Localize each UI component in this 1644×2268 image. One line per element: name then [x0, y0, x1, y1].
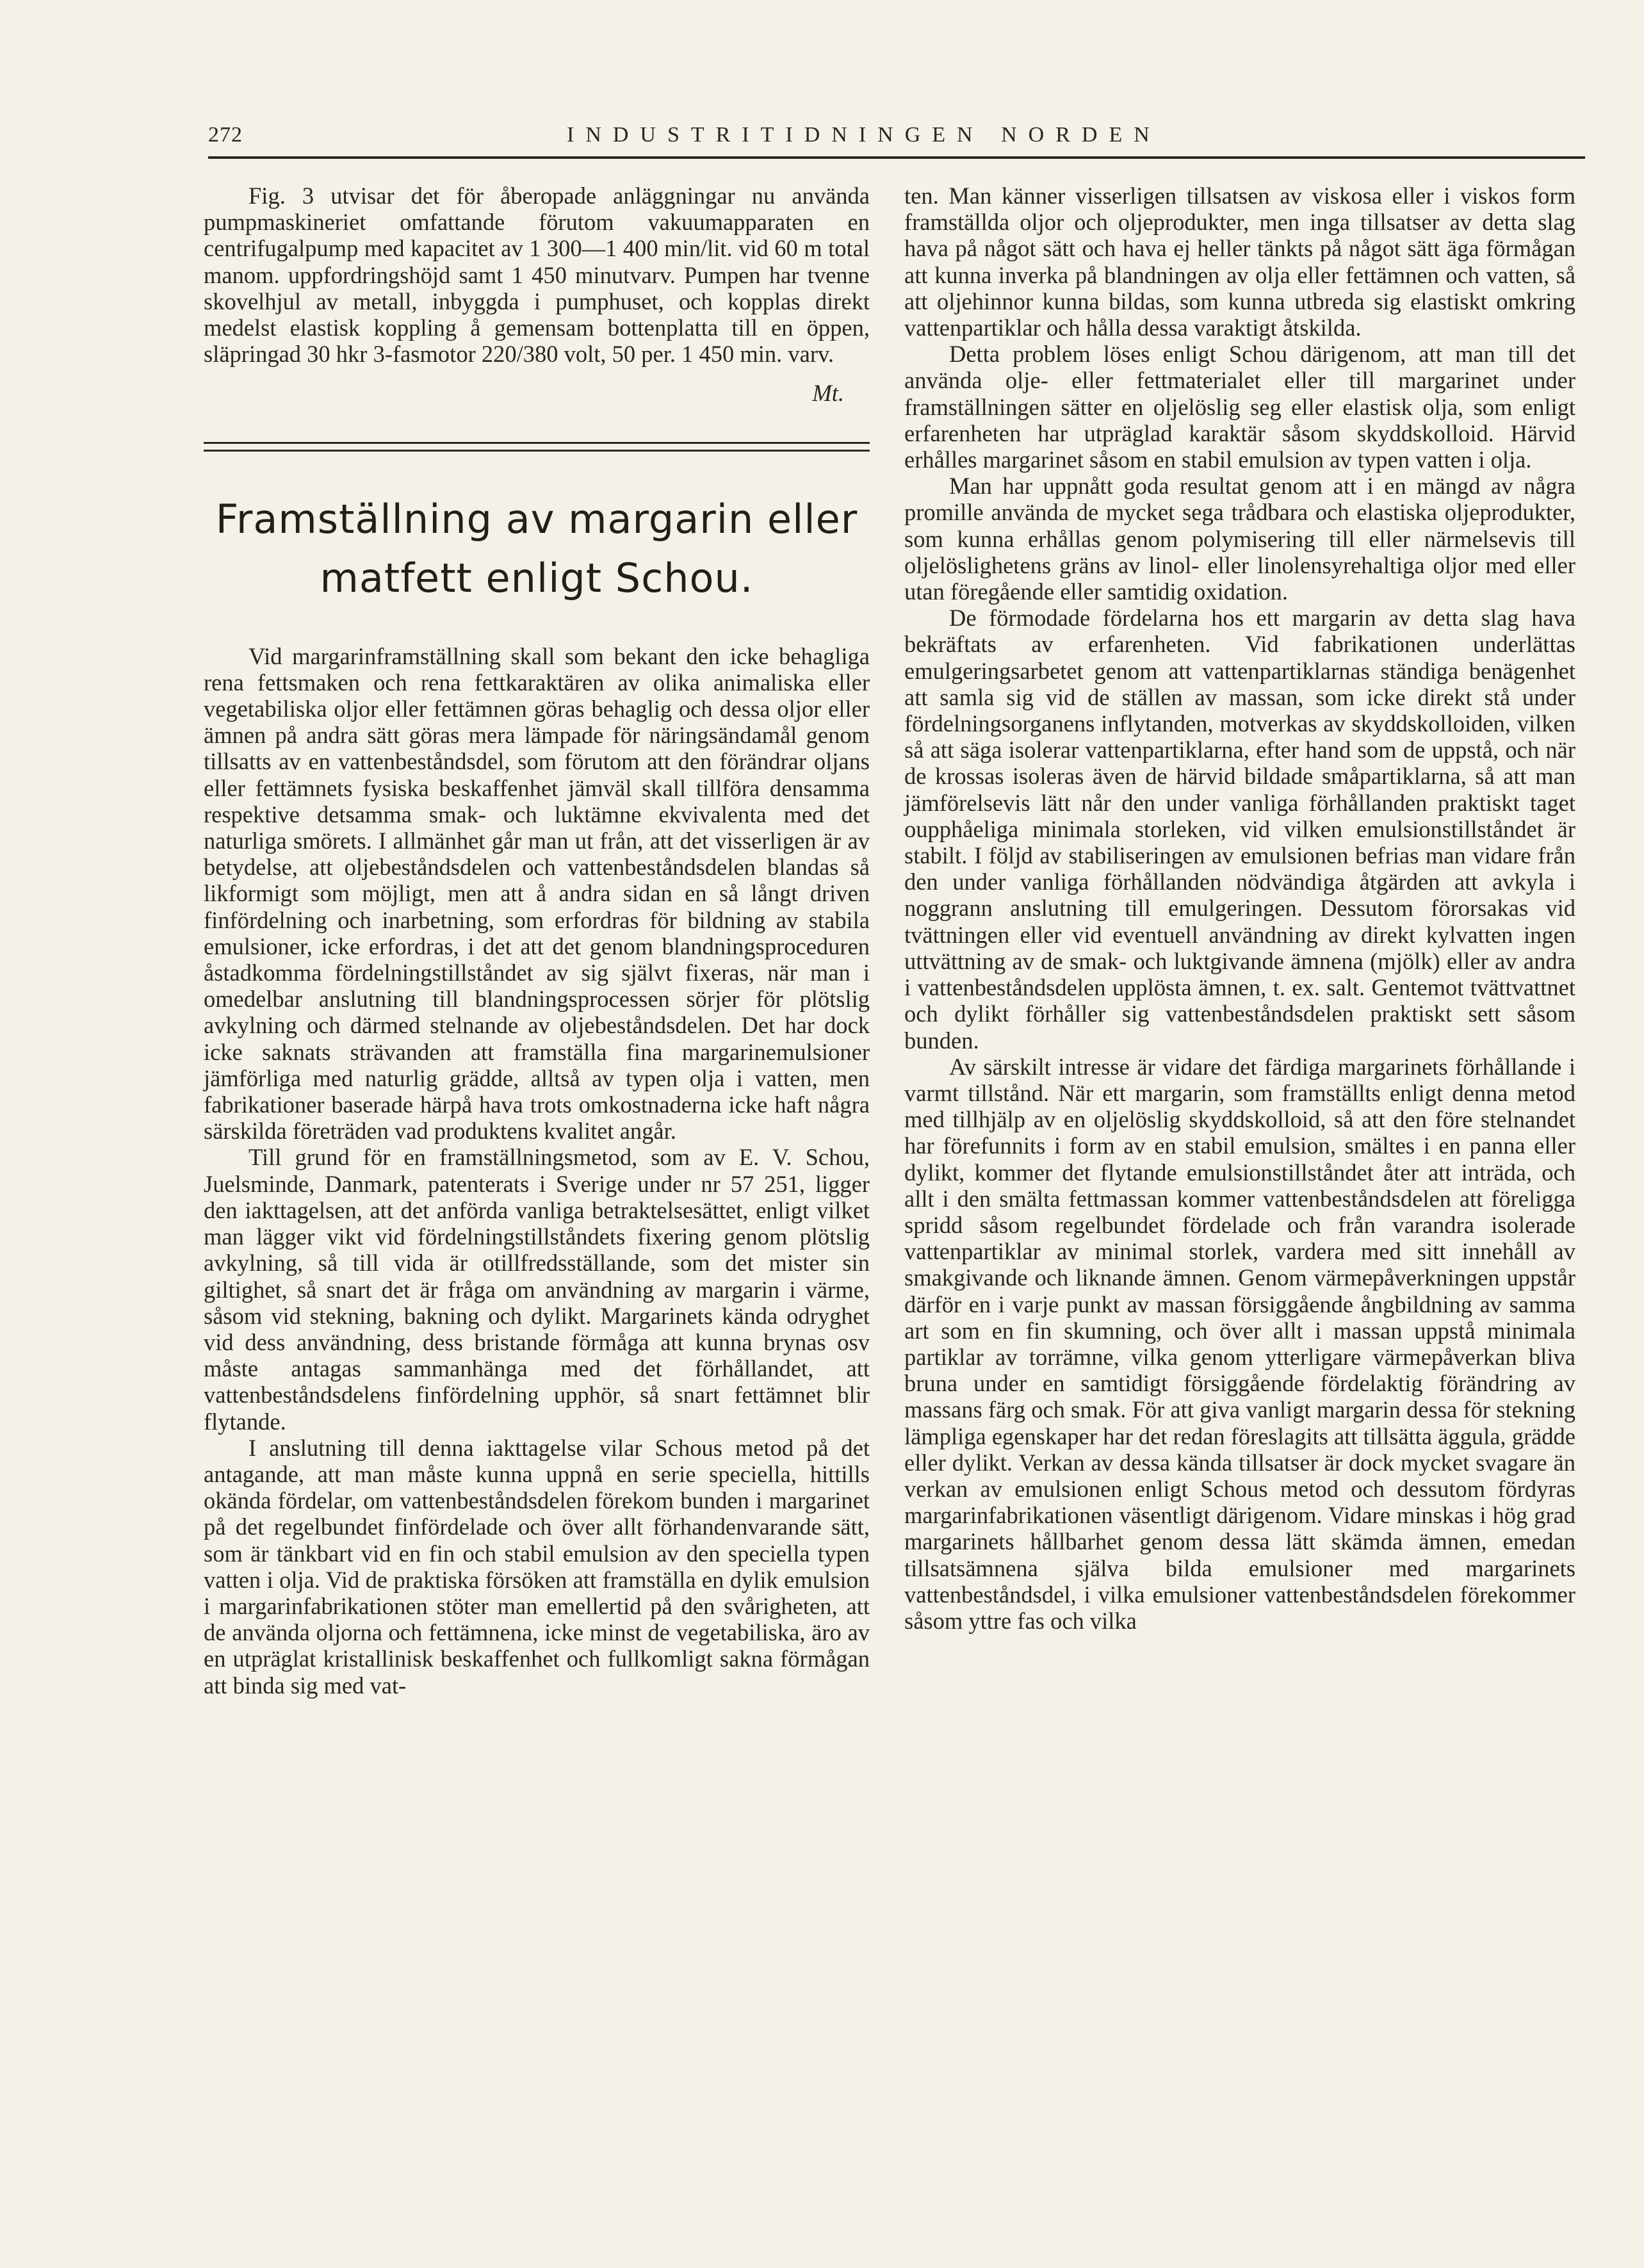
- article-title-line-1: Framställning av margarin eller: [215, 495, 858, 543]
- left-column: [204, 183, 870, 1699]
- journal-title: INDUSTRITIDNINGEN NORDEN: [567, 123, 1161, 147]
- page-number: 272: [208, 123, 243, 147]
- body-paragraph: ten. Man känner visserligen tillsatsen av viskosa eller i viskos form framställda oljor och oljeprodukter, men inga tillsatser av detta slag hava på något sätt och hava ej heller tänkts på något sätt äga förmågan att kunna inverka på blandningen av olja eller fettämnen och vatten, så att oljehinnor kunna bildas, som kunna utbreda sig elastiskt omkring vattenpartiklar och hålla dessa varaktigt åtskilda.: [904, 183, 1575, 341]
- body-paragraph: Vid margarinframställning skall som bekant den icke behagliga rena fettsmaken och rena fettkaraktären av olika animaliska eller vegetabiliska oljor eller fettämnen göras behaglig och dessa oljor eller ämnen på andra sätt göras mera lämpade för näringsändamål genom tillsatts av en vattenbeståndsdel, som förutom att den förändrar oljans eller fettämnets fysiska beskaffenhet jämväl skall tillföra densamma respektive detsamma smak- och luktämne ekvivalenta med det naturliga smörets. I allmänhet går man ut från, att det visserligen är av betydelse, att oljebeståndsdelen och vattenbeståndsdelen blandas så likformigt som möjligt, men att å andra sidan en så långt driven finfördelning och inarbetning, som erfordras för bildning av stabila emulsioner, icke erfordras, i det att det genom blandningsproceduren åstadkomma fördelningstillståndet av sig självt fixeras, när man i omedelbar anslutning till blandningsprocessen sörjer för plötslig avkylning och därmed stelnande av oljebeståndsdelen. Det har dock icke saknats strävanden att framställa fina margarinemulsioner jämförliga med naturlig grädde, alltså av typen olja i vatten, men fabrikationer baserade härpå hava trots omkostnaderna icke haft några särskilda företräden vad produktens kvalitet angår.: [204, 642, 870, 1145]
- section-divider: [204, 442, 870, 452]
- body-paragraph: Av särskilt intresse är vidare det färdiga margarinets förhållande i varmt tillstånd. När ett margarin, som framställts enligt denna metod med tillhjälp av en oljelöslig skyddskolloid, så att den före stelnandet har förefunnits i form av en stabil emulsion, smältes i en panna eller dylikt, kommer det flytande emulsionstillståndet åter att inträda, och allt i den smälta fettmassan kommer vattenbeståndsdelen att föreligga spridd såsom regelbundet fördelade och från varandra isolerade vattenpartiklar av minimal storlek, vardera med sitt innehåll av smakgivande och liknande ämnen. Genom värmepåverkningen uppstår därför en i varje punkt av massan försiggående ångbildning av samma art som en fin skumning, och över allt i massan uppstå minimala partiklar av torrämne, vilka genom ytterligare värmepåverkan bliva bruna under en samtidigt försiggående fördelaktig förändring av massans färg och smak. För att giva vanligt margarin dessa för stekning lämpliga egenskaper har det redan föreslagits att tillsätta äggula, grädde eller dylikt. Verkan av dessa kända tillsatser är dock mycket svagare än verkan av emulsionen enligt Schous metod och dessutom fördyras margarinfabrikationen väsentligt därigenom. Vidare minskas i hög grad margarinets hållbarhet genom dessa lätt skämda ämnen, emedan tillsatsämnena själva bilda emulsioner med margarinets vattenbeståndsdel, i vilka emulsioner vattenbeståndsdelen förekommer såsom yttre fas och vilka: [904, 1053, 1575, 1634]
- author-signature: Mt.: [812, 380, 844, 407]
- body-paragraph: Detta problem löses enligt Schou därigenom, att man till det använda olje- eller fettmaterialet eller till margarinet under framställningen sätter en oljelöslig seg eller elastisk olja, som enligt erfarenheten har utpräglad karaktär såsom skyddskolloid. Härvid erhålles margarinet såsom en stabil emulsion av typen vatten i olja.: [904, 341, 1575, 473]
- header-rule: [208, 156, 1585, 159]
- body-paragraph: I anslutning till denna iakttagelse vilar Schous metod på det antagande, att man måste kunna uppnå en serie speciella, hittills okända fördelar, om vattenbeståndsdelen förekom bunden i margarinet på det regelbundet finfördelade och över allt förhandenvarande sätt, som är tänkbart vid en fin och stabil emulsion av den speciella typen vatten i olja. Vid de praktiska försöken att framställa en dylik emulsion i margarinfabrikationen stöter man emellertid på den svårigheten, att de använda oljorna och fettämnena, icke minst de vegetabiliska, äro av en utpräglat kristallinisk beskaffenhet och fullkomligt sakna förmågan att binda sig med vat-: [204, 1434, 870, 1699]
- intro-paragraph: Fig. 3 utvisar det för åberopade anläggningar nu använda pumpmaskineriet omfattande förutom vakuumapparaten en centrifugalpump med kapacitet av 1 300—1 400 min/lit. vid 60 m total manom. uppfordringshöjd samt 1 450 minutvarv. Pumpen har tvenne skovelhjul av metall, inbyggda i pumphuset, och kopplas direkt medelst elastisk koppling å gemensam bottenplatta till en öppen, släpringad 30 hkr 3-fasmotor 220/380 volt, 50 per. 1 450 min. varv.: [204, 183, 870, 368]
- right-column: [904, 183, 1575, 1634]
- body-paragraph: De förmodade fördelarna hos ett margarin av detta slag hava bekräftats av erfarenheten. Vid fabrikationen underlättas emulgeringsarbetet genom att vattenpartiklarnas ständiga benägenhet att samla sig vid de ställen av massan, som icke direkt stå under fördelningsorganens inflytanden, motverkas av skyddskolloiden, vilken så att säga isolerar vattenpartiklarna, efter hand som de uppstå, och när de krossas isoleras även de härvid bildade småpartiklarna, så att man jämförelsevis lätt når den under vanliga förhållanden praktiskt taget oupphåeliga minimala storleken, vid vilken emulsionstillståndet är stabilt. I följd av stabiliseringen av emulsionen befrias man vidare från den under vanliga förhållanden nödvändiga åtgärden att avkyla i noggrann anslutning till emulgeringen. Dessutom förorsakas vid tvättningen eller vid eventuell användning av direkt kylvatten ingen uttvättning av de smak- och luktgivande ämnena (mjölk) eller av andra i vattenbeståndsdelen upplösta ämnen, t. ex. salt. Gentemot tvättvattnet och dylikt förhåller sig vattenbeståndsdelen praktiskt sett såsom bunden.: [904, 605, 1575, 1054]
- article-title-line-2: matfett enligt Schou.: [320, 554, 754, 601]
- running-head: [208, 123, 1585, 155]
- body-paragraph: Man har uppnått goda resultat genom att i en mängd av några promille använda de mycket sega trådbara och elastiska oljeprodukter, som kunna erhållas genom polymisering till eller närmelsevis till oljelöslighetens gräns av linol- eller linolensyrehaltiga oljor med eller utan föregående eller samtidig oxidation.: [904, 473, 1575, 605]
- article-title: [204, 490, 870, 608]
- body-paragraph: Till grund för en framställningsmetod, som av E. V. Schou, Juelsminde, Danmark, patenterats i Sverige under nr 57 251, ligger den iakttagelsen, att det anförda vanliga betraktelsesättet, enligt vilket man lägger vikt vid fördelningstillståndets fixering genom plötslig avkylning, så till vida är otillfredsställande, som det mister sin giltighet, så snart det är fråga om användning av margarin i värme, såsom vid stekning, bakning och dylikt. Margarinets kända odryghet vid dess användning, dess bristande förmåga att kunna brynas osv måste antagas sammanhänga med det förhållandet, att vattenbeståndsdelens finfördelning upphör, så snart fettämnet blir flytande.: [204, 1144, 870, 1435]
